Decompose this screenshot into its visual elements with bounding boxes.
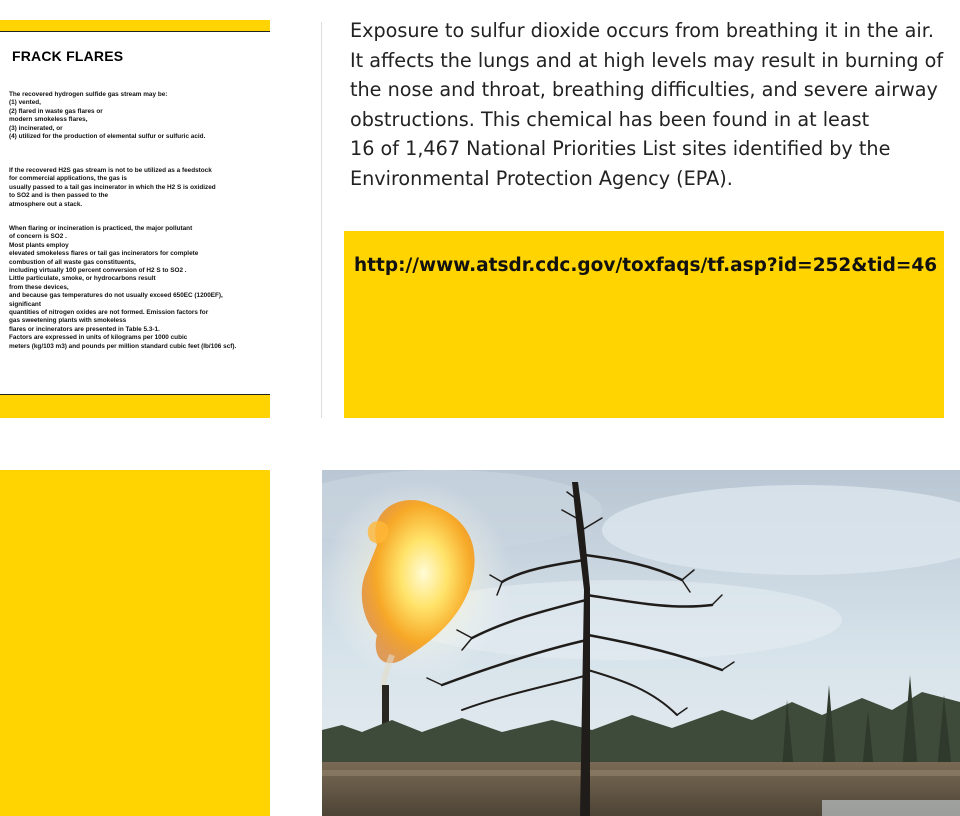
text-line: usually passed to a tail gas incinerator in which the H2 S is oxidized xyxy=(9,183,216,191)
gas-flare-illustration xyxy=(322,470,960,816)
text-line: combustion of all waste gas constituents, xyxy=(9,258,136,266)
text-line: to SO2 and is then passed to the xyxy=(9,192,109,200)
flare-paragraph-1 xyxy=(9,91,267,141)
text-line: for commercial applications, the gas is xyxy=(9,175,127,183)
text-line: It affects the lungs and at high levels may result in burning of xyxy=(350,48,944,72)
url-callout-box xyxy=(344,231,944,418)
sulfur-dioxide-exposure-text xyxy=(350,16,950,194)
text-line: The recovered hydrogen sulfide gas stream may be: xyxy=(9,91,168,98)
text-line: from these devices, xyxy=(9,283,69,291)
gas-flare-photo xyxy=(322,470,960,816)
text-line: Little particulate, smoke, or hydrocarbons result xyxy=(9,275,156,283)
left-top-yellow-bar xyxy=(0,20,270,31)
text-line: Environmental Protection Agency (EPA). xyxy=(350,166,733,190)
text-line: obstructions. This chemical has been found in at least xyxy=(350,107,870,131)
text-line: 16 of 1,467 National Priorities List sites identified by the xyxy=(350,137,891,161)
text-line: (4) utilized for the production of elemental sulfur or sulfuric acid. xyxy=(9,133,206,141)
text-line: (3) incinerated, or xyxy=(9,124,63,132)
text-line: Factors are expressed in units of kilograms per 1000 cubic xyxy=(9,334,188,342)
text-line: atmosphere out a stack. xyxy=(9,200,83,208)
bottom-left-yellow-block xyxy=(0,470,270,816)
flare-paragraph-3 xyxy=(9,225,267,351)
text-line: Exposure to sulfur dioxide occurs from breathing it in the air. xyxy=(350,19,934,42)
text-line: flares or incinerators are presented in Table 5.3-1. xyxy=(9,325,160,333)
text-line: When flaring or incineration is practiced, the major pollutant xyxy=(9,225,193,232)
text-line: quantities of nitrogen oxides are not formed. Emission factors for xyxy=(9,309,209,317)
text-line: Most plants employ xyxy=(9,241,69,249)
text-line: If the recovered H2S gas stream is not to be utilized as a feedstock xyxy=(9,167,212,174)
text-line: meters (kg/103 m3) and pounds per million standard cubic feet (lb/106 scf). xyxy=(9,342,237,350)
left-bottom-yellow-bar xyxy=(0,395,270,418)
text-line: (1) vented, xyxy=(9,99,41,107)
text-line: gas sweetening plants with smokeless xyxy=(9,317,127,325)
left-top-rule xyxy=(0,31,270,32)
text-line: the nose and throat, breathing difficulties, and severe airway xyxy=(350,78,938,102)
frack-flares-title: FRACK FLARES xyxy=(12,48,124,64)
flare-paragraph-2 xyxy=(9,167,267,209)
text-line: of concern is SO2 . xyxy=(9,233,67,241)
text-line: modern smokeless flares, xyxy=(9,116,88,124)
text-line: and because gas temperatures do not usually exceed 650EC (1200EF), xyxy=(9,292,223,300)
atsdr-url-link[interactable]: http://www.atsdr.cdc.gov/toxfaqs/tf.asp?id=252&tid=46 xyxy=(354,255,938,276)
text-line: significant xyxy=(9,300,41,308)
text-line: including virtually 100 percent conversion of H2 S to SO2 . xyxy=(9,267,187,275)
text-line: elevated smokeless flares or tail gas incinerators for complete xyxy=(9,250,199,258)
text-line: (2) flared in waste gas flares or xyxy=(9,107,103,115)
column-divider xyxy=(321,22,322,418)
